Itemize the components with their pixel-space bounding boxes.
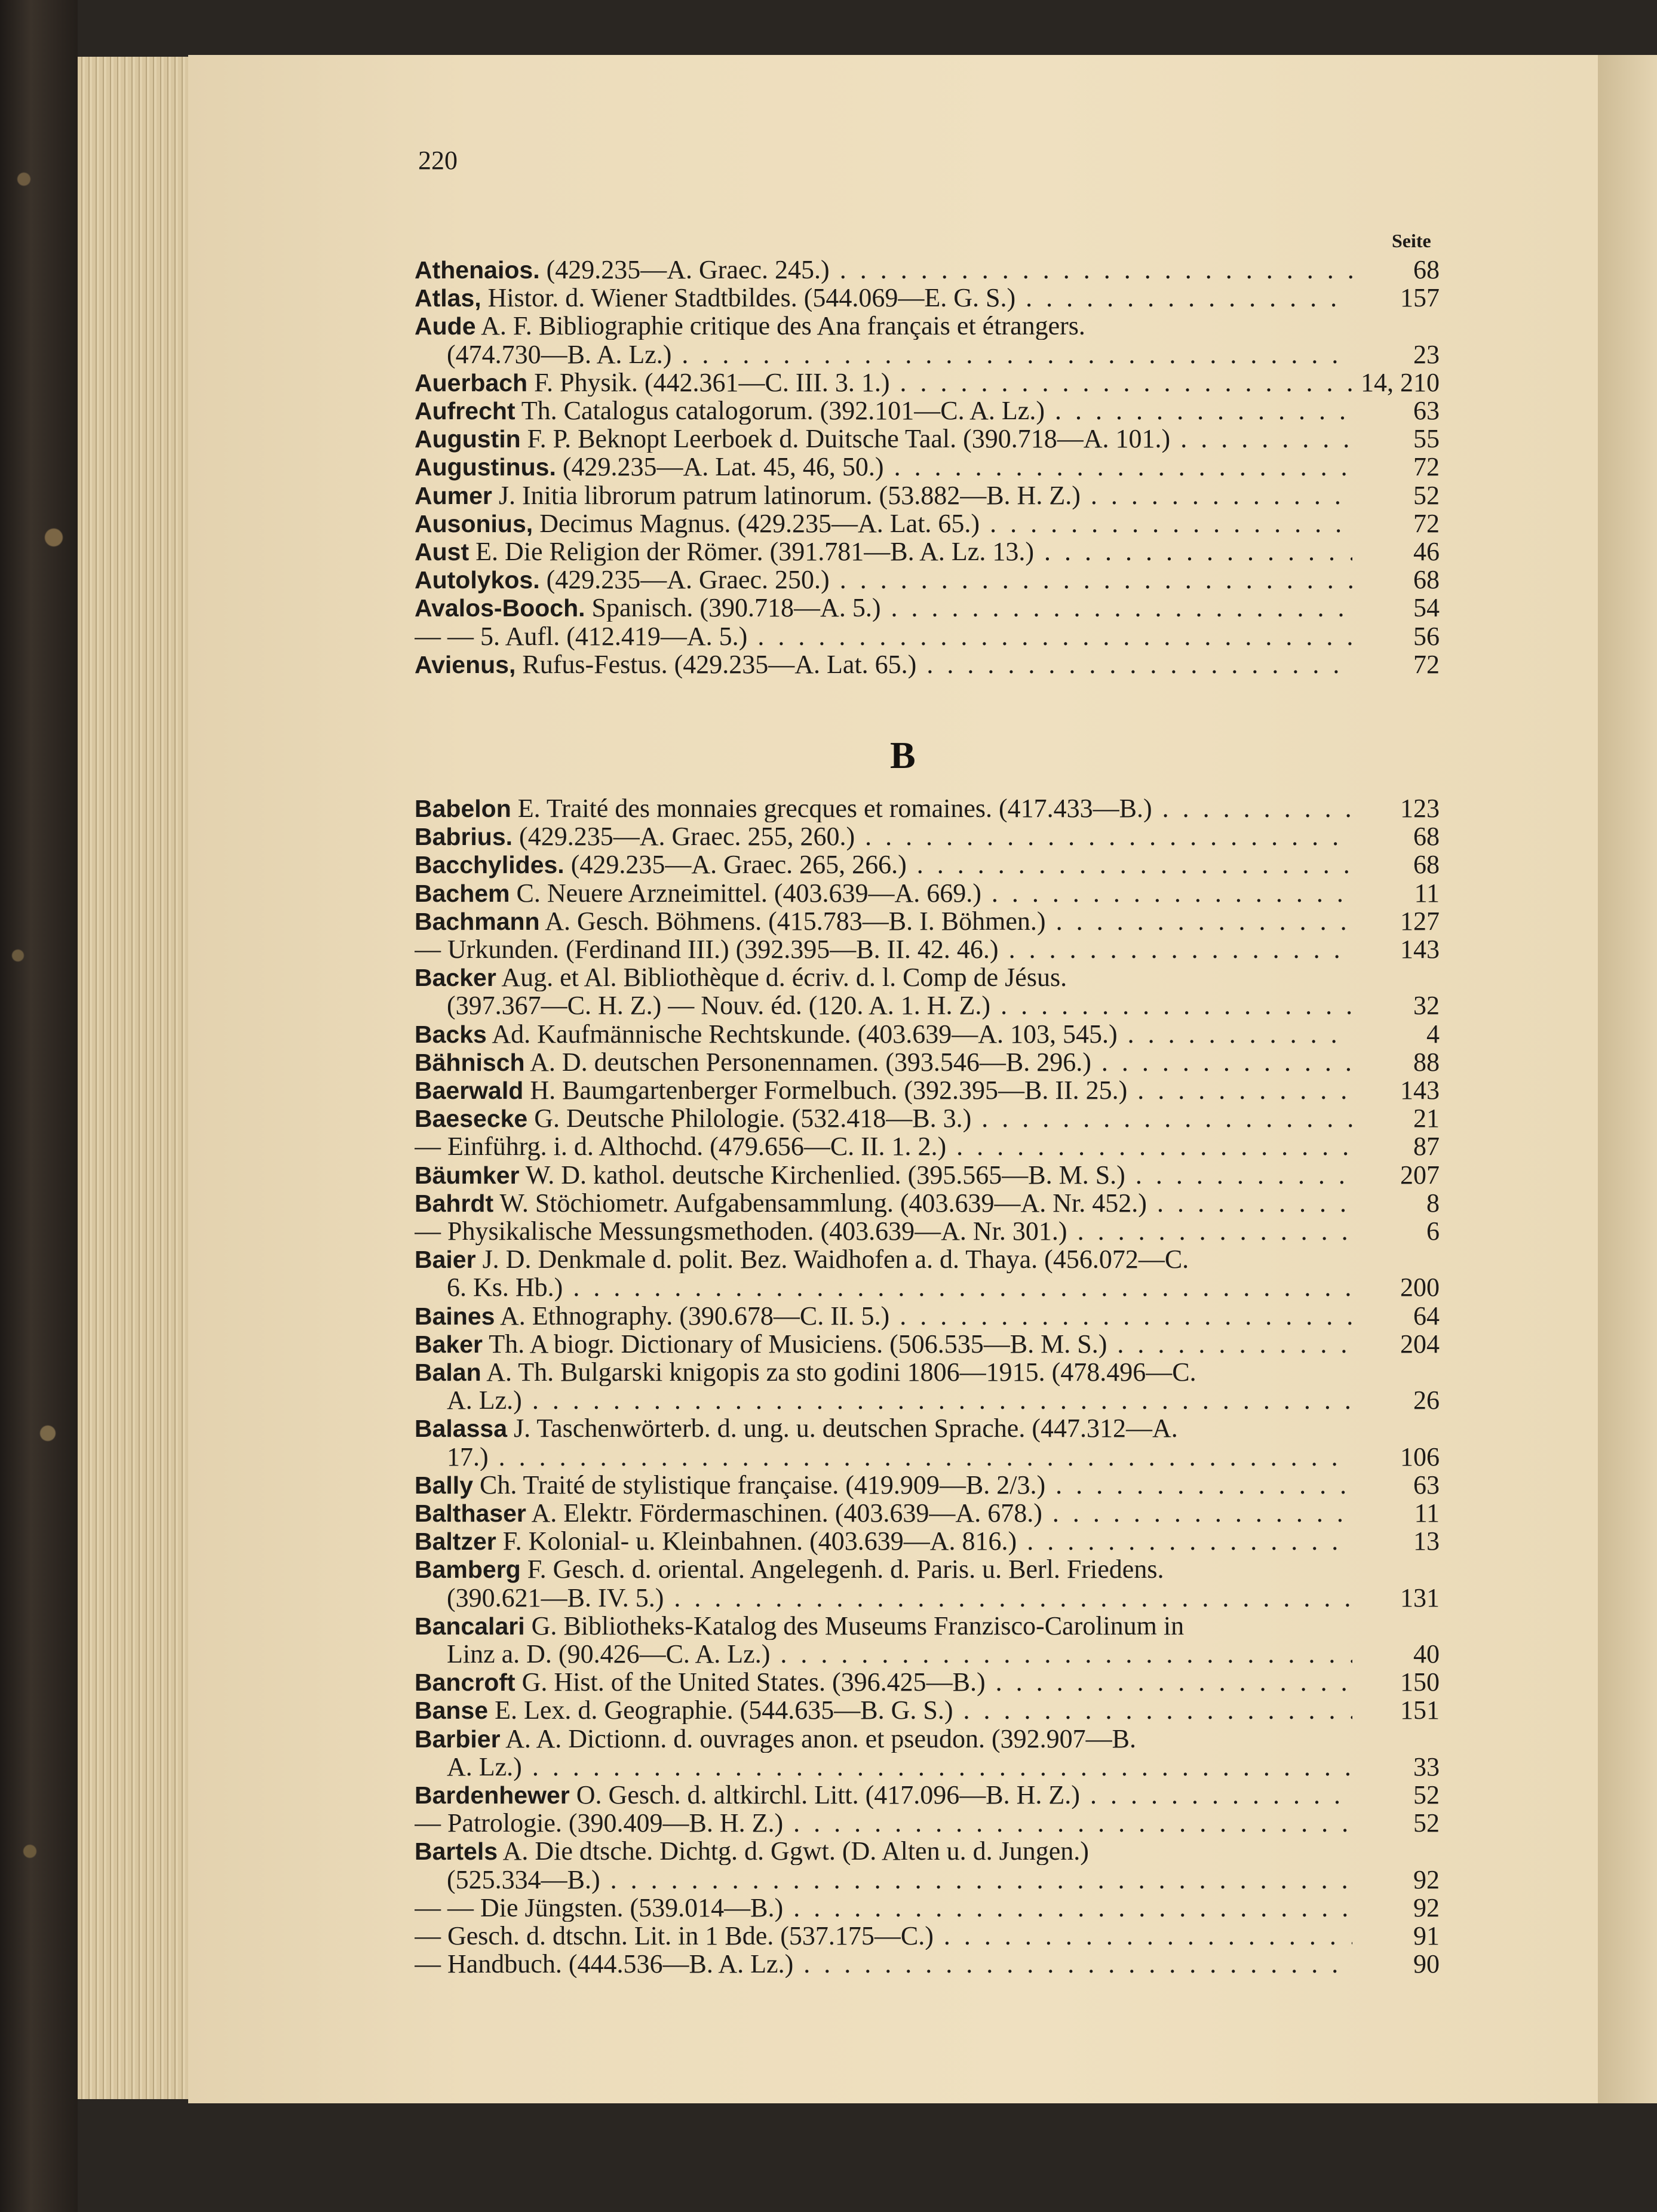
entry-text: A. F. Bibliographie critique des Ana français et étrangers. [481, 312, 1085, 340]
entry-name: Avalos-Booch. [415, 594, 585, 622]
index-entry [415, 1668, 1440, 1696]
entry-text: — Einführg. i. d. Althochd. (479.656—C. II. 1. 2.) [415, 1132, 947, 1161]
index-entry [415, 1612, 1440, 1668]
entry-page-number: 8 [1426, 1188, 1440, 1218]
entry-text: F. P. Beknopt Leerboek d. Duitsche Taal. (390.718—A. 101.) [527, 425, 1171, 453]
entry-page-number: 143 [1400, 935, 1440, 964]
entry-text: (429.235—A. Graec. 250.) [546, 566, 830, 594]
entry-text: A. Elektr. Fördermaschinen. (403.639—A. 678.) [531, 1499, 1042, 1527]
entry-line [415, 284, 1352, 312]
entry-text: — — 5. Aufl. (412.419—A. 5.) [415, 622, 748, 650]
entry-line [415, 1894, 1352, 1922]
entry-name: Backer [415, 964, 496, 992]
index-entry [415, 1161, 1440, 1189]
entry-text: A. Ethnography. (390.678—C. II. 5.) [500, 1301, 890, 1330]
index-entry [415, 1189, 1440, 1217]
index-entry [415, 1414, 1440, 1470]
index-entry [415, 397, 1440, 425]
index-entry [415, 1471, 1440, 1499]
entry-line [415, 1499, 1352, 1527]
entry-line [415, 537, 1352, 566]
entry-line [415, 622, 1352, 650]
entry-name: Bally [415, 1471, 473, 1499]
entry-name: Bacchylides. [415, 851, 564, 879]
entry-page-number: 204 [1400, 1329, 1440, 1359]
entry-continuation: 17.) . . . [447, 1443, 1352, 1471]
facing-page-edge [1598, 55, 1657, 2103]
page-edges [78, 57, 189, 2099]
entry-page-number: 52 [1413, 480, 1440, 510]
entry-line [415, 907, 1352, 935]
entry-line [415, 1020, 1352, 1048]
entry-line [415, 794, 1352, 822]
entry-text: G. Deutsche Philologie. (532.418—B. 3.) [534, 1104, 972, 1133]
index-entry [415, 256, 1440, 284]
entry-name: Avienus, [415, 650, 516, 678]
entry-text: A. A. Dictionn. d. ouvrages anon. et pseudon. (392.907—B. [505, 1724, 1137, 1753]
index-entry [415, 1696, 1440, 1724]
entry-line [415, 1837, 1352, 1865]
entry-name: Baier [415, 1246, 476, 1274]
entry-name: Baker [415, 1330, 483, 1358]
entry-line [415, 1696, 1352, 1724]
entry-name: Ausonius, [415, 509, 533, 537]
entry-name: Balthaser [415, 1500, 526, 1527]
index-entry [415, 1499, 1440, 1527]
entry-text: Rufus-Festus. (429.235—A. Lat. 65.) [522, 650, 917, 678]
entry-text: — Patrologie. (390.409—B. H. Z.) [415, 1809, 784, 1838]
entry-line [415, 1104, 1352, 1132]
index-entry [415, 1302, 1440, 1330]
index-entry [415, 1837, 1440, 1893]
entry-line [415, 1245, 1352, 1273]
entry-name: Bachem [415, 879, 510, 907]
entry-name: Banse [415, 1697, 489, 1725]
entry-page-number: 21 [1413, 1104, 1440, 1133]
entry-page-number: 72 [1413, 508, 1440, 538]
entry-text: E. Lex. d. Geographie. (544.635—B. G. S.) [495, 1696, 953, 1725]
entry-text: E. Traité des monnaies grecques et romaines. (417.433—B.) [517, 794, 1152, 822]
entry-text: — Urkunden. (Ferdinand III.) (392.395—B. II. 42. 46.) [415, 935, 999, 963]
entry-name: Atlas, [415, 284, 481, 312]
entry-continuation: A. Lz.) . . . [447, 1753, 1352, 1781]
entry-line [415, 1132, 1352, 1160]
index-entry [415, 1358, 1440, 1414]
entry-page-number: 11 [1414, 878, 1440, 908]
index-entry [415, 481, 1440, 509]
entry-text: — — Die Jüngsten. (539.014—B.) [415, 1893, 784, 1922]
entry-name: Athenaios. [415, 256, 540, 284]
entry-page-number: 40 [1413, 1639, 1440, 1669]
entry-page-number: 106 [1400, 1442, 1440, 1471]
entry-line [415, 1076, 1352, 1104]
entry-page-number: 68 [1413, 565, 1440, 595]
entry-page-number: 87 [1413, 1132, 1440, 1162]
entry-line [415, 256, 1352, 284]
entry-line [415, 1555, 1352, 1583]
entry-text: F. Gesch. d. oriental. Angelegenh. d. Paris. u. Berl. Friedens. [527, 1555, 1164, 1584]
entry-name: Bäumker [415, 1161, 520, 1189]
entry-page-number: 72 [1413, 452, 1440, 482]
entry-name: Bamberg [415, 1556, 521, 1584]
index-entry [415, 312, 1440, 368]
entry-line [415, 1471, 1352, 1499]
entry-text: — Handbuch. (444.536—B. A. Lz.) [415, 1950, 794, 1978]
section-letter: B [890, 734, 917, 776]
entry-text: C. Neuere Arzneimittel. (403.639—A. 669.) [516, 878, 981, 907]
index-entry [415, 594, 1440, 622]
entry-name: Aumer [415, 481, 492, 509]
index-entry [415, 284, 1440, 312]
index-entry [415, 509, 1440, 537]
entry-text: O. Gesch. d. altkirchl. Litt. (417.096—B. H. Z.) [576, 1781, 1080, 1809]
entry-name: Backs [415, 1020, 487, 1048]
index-entry [415, 1922, 1440, 1950]
entry-text: Aug. et Al. Bibliothèque d. écriv. d. l. Comp de Jésus. [501, 963, 1067, 992]
entry-text: (429.235—A. Graec. 265, 266.) [570, 850, 907, 879]
entry-line [415, 566, 1352, 594]
entry-name: Barbier [415, 1725, 501, 1753]
index-entry [415, 1217, 1440, 1245]
entry-text: — Physikalische Messungsmethoden. (403.639—A. Nr. 301.) [415, 1217, 1067, 1245]
entry-line [415, 1414, 1352, 1442]
entry-name: Babrius. [415, 823, 513, 851]
entry-line [415, 935, 1352, 963]
entry-text: Histor. d. Wiener Stadtbildes. (544.069—E. G. S.) [487, 284, 1016, 312]
entry-name: Augustinus. [415, 453, 556, 481]
entry-line [415, 481, 1352, 509]
entry-line [415, 822, 1352, 850]
index-entry [415, 1330, 1440, 1358]
entry-page-number: 64 [1413, 1301, 1440, 1331]
entry-page-number: 26 [1413, 1385, 1440, 1415]
entry-page-number: 88 [1413, 1047, 1440, 1077]
entry-text: A. D. deutschen Personennamen. (393.546—B. 296.) [530, 1047, 1091, 1076]
index-entry [415, 879, 1440, 907]
entry-name: Augustin [415, 425, 521, 453]
entry-name: Babelon [415, 795, 511, 822]
entry-name: Autolykos. [415, 566, 540, 594]
entry-text: G. Hist. of the United States. (396.425—B.) [521, 1668, 986, 1697]
entry-page-number: 6 [1426, 1216, 1440, 1246]
entry-page-number: 11 [1414, 1498, 1440, 1528]
index-entry [415, 650, 1440, 678]
entry-line [415, 1217, 1352, 1245]
entry-continuation: (397.367—C. H. Z.) — Nouv. éd. (120. A. 1. H. Z.) . . . [447, 991, 1352, 1019]
entry-name: Aufrecht [415, 397, 515, 425]
index-entry [415, 622, 1440, 650]
entry-name: Bartels [415, 1838, 498, 1866]
index-entry [415, 1555, 1440, 1611]
page-number: 220 [418, 146, 458, 175]
entry-line [415, 1302, 1352, 1330]
entry-page-number: 68 [1413, 850, 1440, 880]
entry-page-number: 68 [1413, 822, 1440, 852]
entry-name: Baerwald [415, 1077, 524, 1104]
entry-page-number: 150 [1400, 1667, 1440, 1697]
entry-text: G. Bibliotheks-Katalog des Museums Franzisco-Carolinum in [531, 1611, 1185, 1640]
entry-text: J. D. Denkmale d. polit. Bez. Waidhofen a. d. Thaya. (456.072—C. [482, 1245, 1189, 1274]
index-entry [415, 1020, 1440, 1048]
entry-page-number: 131 [1400, 1583, 1440, 1612]
index-entry [415, 1894, 1440, 1922]
entry-page-number: 52 [1413, 1780, 1440, 1809]
marbled-cover [0, 0, 78, 2212]
entry-line [415, 509, 1352, 537]
index-entry [415, 1104, 1440, 1132]
index-entry [415, 794, 1440, 822]
index-entry [415, 1048, 1440, 1076]
entry-text: F. Kolonial- u. Kleinbahnen. (403.639—A. 816.) [502, 1527, 1017, 1556]
entry-page-number: 63 [1413, 1470, 1440, 1500]
entry-name: Aude [415, 312, 476, 340]
entry-page-number: 200 [1400, 1273, 1440, 1302]
entry-text: W. D. kathol. deutsche Kirchenlied. (395.565—B. M. S.) [525, 1160, 1125, 1189]
entry-text: A. Die dtsche. Dichtg. d. Ggwt. (D. Alten u. d. Jungen.) [502, 1837, 1089, 1866]
entry-name: Bardenhewer [415, 1781, 570, 1809]
entry-page-number: 52 [1413, 1808, 1440, 1838]
entry-page-number: 90 [1413, 1949, 1440, 1979]
entry-name: Aust [415, 538, 470, 566]
entry-text: Th. A biogr. Dictionary of Musiciens. (506.535—B. M. S.) [489, 1329, 1107, 1358]
entry-name: Bancroft [415, 1669, 515, 1697]
entry-text: E. Die Religion der Römer. (391.781—B. A. Lz. 13.) [475, 537, 1034, 566]
entry-text: W. Stöchiometr. Aufgabensammlung. (403.639—A. Nr. 452.) [499, 1188, 1147, 1217]
entry-text: A. Th. Bulgarski knigopis za sto godini 1806—1915. (478.496—C. [486, 1358, 1196, 1386]
index-entry [415, 850, 1440, 878]
entry-line [415, 1612, 1352, 1640]
entry-name: Baesecke [415, 1105, 528, 1133]
entry-page-number: 68 [1413, 255, 1440, 284]
entry-line [415, 453, 1352, 481]
entry-page-number: 33 [1413, 1752, 1440, 1781]
entry-page-number: 92 [1413, 1893, 1440, 1922]
entry-page-number: 32 [1413, 991, 1440, 1021]
entry-text: (429.235—A. Graec. 255, 260.) [519, 822, 855, 851]
entry-page-number: 14, 210 [1361, 367, 1440, 397]
entry-line [415, 1781, 1352, 1809]
index-entry [415, 822, 1440, 850]
entry-continuation: A. Lz.) . . . [447, 1386, 1352, 1414]
entry-text: Spanisch. (390.718—A. 5.) [591, 594, 881, 622]
entry-name: Bancalari [415, 1612, 525, 1640]
entry-line [415, 650, 1352, 678]
entry-line [415, 963, 1352, 991]
entry-line [415, 312, 1352, 340]
entry-page-number: 56 [1413, 621, 1440, 651]
entry-text: H. Baumgartenberger Formelbuch. (392.395—B. II. 25.) [530, 1076, 1128, 1104]
index-entry [415, 1781, 1440, 1809]
entry-line [415, 1358, 1352, 1386]
entry-line [415, 368, 1352, 397]
index-entry [415, 907, 1440, 935]
index-entry [415, 1076, 1440, 1104]
entry-page-number: 92 [1413, 1864, 1440, 1894]
entry-text: A. Gesch. Böhmens. (415.783—B. I. Böhmen.) [545, 907, 1046, 935]
entry-text: — Gesch. d. dtschn. Lit. in 1 Bde. (537.175—C.) [415, 1922, 934, 1950]
entry-text: J. Initia librorum patrum latinorum. (53.882—B. H. Z.) [498, 481, 1081, 509]
index-entry [415, 1245, 1440, 1301]
entry-line [415, 425, 1352, 453]
entry-page-number: 13 [1413, 1526, 1440, 1556]
entry-page-number: 4 [1426, 1019, 1440, 1049]
index-entry [415, 1809, 1440, 1837]
index-entry [415, 425, 1440, 453]
entry-page-number: 55 [1413, 424, 1440, 454]
entry-page-number: 151 [1400, 1695, 1440, 1725]
entry-text: Ad. Kaufmännische Rechtskunde. (403.639—A. 103, 545.) [492, 1019, 1118, 1048]
index-entry [415, 453, 1440, 481]
entry-text: (429.235—A. Graec. 245.) [546, 256, 830, 284]
entry-continuation: 6. Ks. Hb.) . . . [447, 1273, 1352, 1301]
entry-text: J. Taschenwörterb. d. ung. u. deutschen Sprache. (447.312—A. [514, 1414, 1178, 1443]
index-entry [415, 1527, 1440, 1555]
entry-line [415, 1809, 1352, 1837]
entry-page-number: 46 [1413, 537, 1440, 566]
entry-page-number: 157 [1400, 283, 1440, 313]
entry-page-number: 91 [1413, 1921, 1440, 1950]
entry-page-number: 54 [1413, 593, 1440, 623]
entry-page-number: 23 [1413, 339, 1440, 369]
entry-name: Balassa [415, 1415, 508, 1443]
entry-text: Decimus Magnus. (429.235—A. Lat. 65.) [539, 509, 980, 537]
entry-continuation: (390.621—B. IV. 5.) . . . [447, 1584, 1352, 1612]
entry-page-number: 143 [1400, 1076, 1440, 1105]
entry-line [415, 1725, 1352, 1753]
entry-continuation: Linz a. D. (90.426—C. A. Lz.) . . . [447, 1640, 1352, 1668]
entry-page-number: 127 [1400, 906, 1440, 936]
entry-page-number: 63 [1413, 396, 1440, 425]
entry-line [415, 879, 1352, 907]
entry-line [415, 1048, 1352, 1076]
entry-text: Th. Catalogus catalogorum. (392.101—C. A. Lz.) [521, 397, 1045, 425]
entry-name: Balan [415, 1359, 481, 1386]
index-entry [415, 935, 1440, 963]
entry-line [415, 397, 1352, 425]
entry-continuation: (474.730—B. A. Lz.) . . . [447, 340, 1352, 368]
column-header: Seite [1392, 230, 1431, 251]
entry-line [415, 1950, 1352, 1978]
entry-name: Baltzer [415, 1528, 496, 1556]
entry-name: Bachmann [415, 907, 540, 935]
index-entry [415, 963, 1440, 1019]
entry-name: Baines [415, 1302, 495, 1330]
entry-line [415, 594, 1352, 622]
entry-text: Ch. Traité de stylistique française. (419.909—B. 2/3.) [480, 1470, 1046, 1499]
entry-name: Bahrdt [415, 1189, 494, 1217]
entry-name: Auerbach [415, 368, 528, 397]
entry-name: Bähnisch [415, 1048, 525, 1076]
index-entry [415, 537, 1440, 566]
entry-line [415, 1161, 1352, 1189]
index-entry [415, 566, 1440, 594]
index-entry [415, 1132, 1440, 1160]
entry-line [415, 850, 1352, 878]
entry-page-number: 72 [1413, 649, 1440, 679]
entry-text: F. Physik. (442.361—C. III. 3. 1.) [534, 368, 890, 397]
index-entry [415, 368, 1440, 397]
entry-continuation: (525.334—B.) . . . [447, 1866, 1352, 1894]
entry-text: (429.235—A. Lat. 45, 46, 50.) [562, 453, 884, 481]
index-entry [415, 1725, 1440, 1781]
entry-line [415, 1330, 1352, 1358]
entry-line [415, 1189, 1352, 1217]
entry-page-number: 207 [1400, 1160, 1440, 1190]
entry-line [415, 1527, 1352, 1555]
index-entry [415, 1950, 1440, 1978]
entry-line [415, 1922, 1352, 1950]
entry-line [415, 1668, 1352, 1696]
entry-page-number: 123 [1400, 794, 1440, 823]
